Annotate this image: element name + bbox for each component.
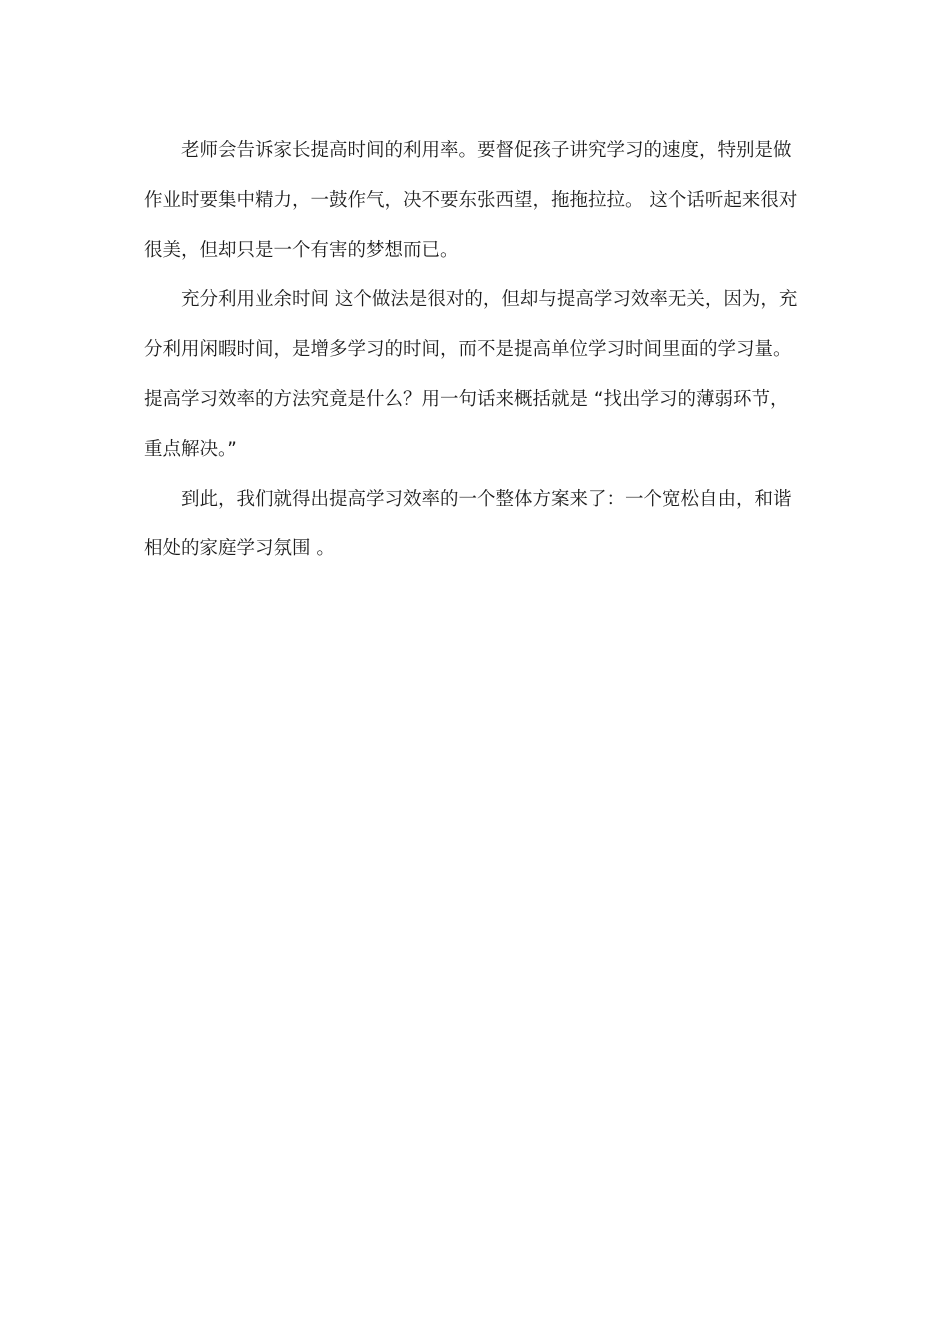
paragraph-time-efficiency [144,126,808,275]
text-line: 作业时要集中精力，一鼓作气，决不要东张西望，拖拖拉拉。 这个话听起来很对 [144,189,798,211]
paragraph-spare-time [144,275,808,474]
text-line: 分利用闲暇时间，是增多学习的时间，而不是提高单位学习时间里面的学习量。 [144,339,792,361]
document-body [144,126,808,574]
text-line: 提高学习效率的方法究竟是什么？用一句话来概括就是 “找出学习的薄弱环节， [144,388,789,410]
text-line: 很美，但却只是一个有害的梦想而已。 [144,239,459,261]
text-line: 充分利用业余时间 这个做法是很对的，但却与提高学习效率无关，因为，充 [181,289,798,311]
text-line: 重点解决。” [144,438,237,460]
text-line: 相处的家庭学习氛围 。 [144,538,335,560]
paragraph-conclusion [144,475,808,575]
text-line: 到此，我们就得出提高学习效率的一个整体方案来了：一个宽松自由，和谐 [181,488,792,510]
text-line: 老师会告诉家长提高时间的利用率。要督促孩子讲究学习的速度，特别是做 [181,140,792,161]
